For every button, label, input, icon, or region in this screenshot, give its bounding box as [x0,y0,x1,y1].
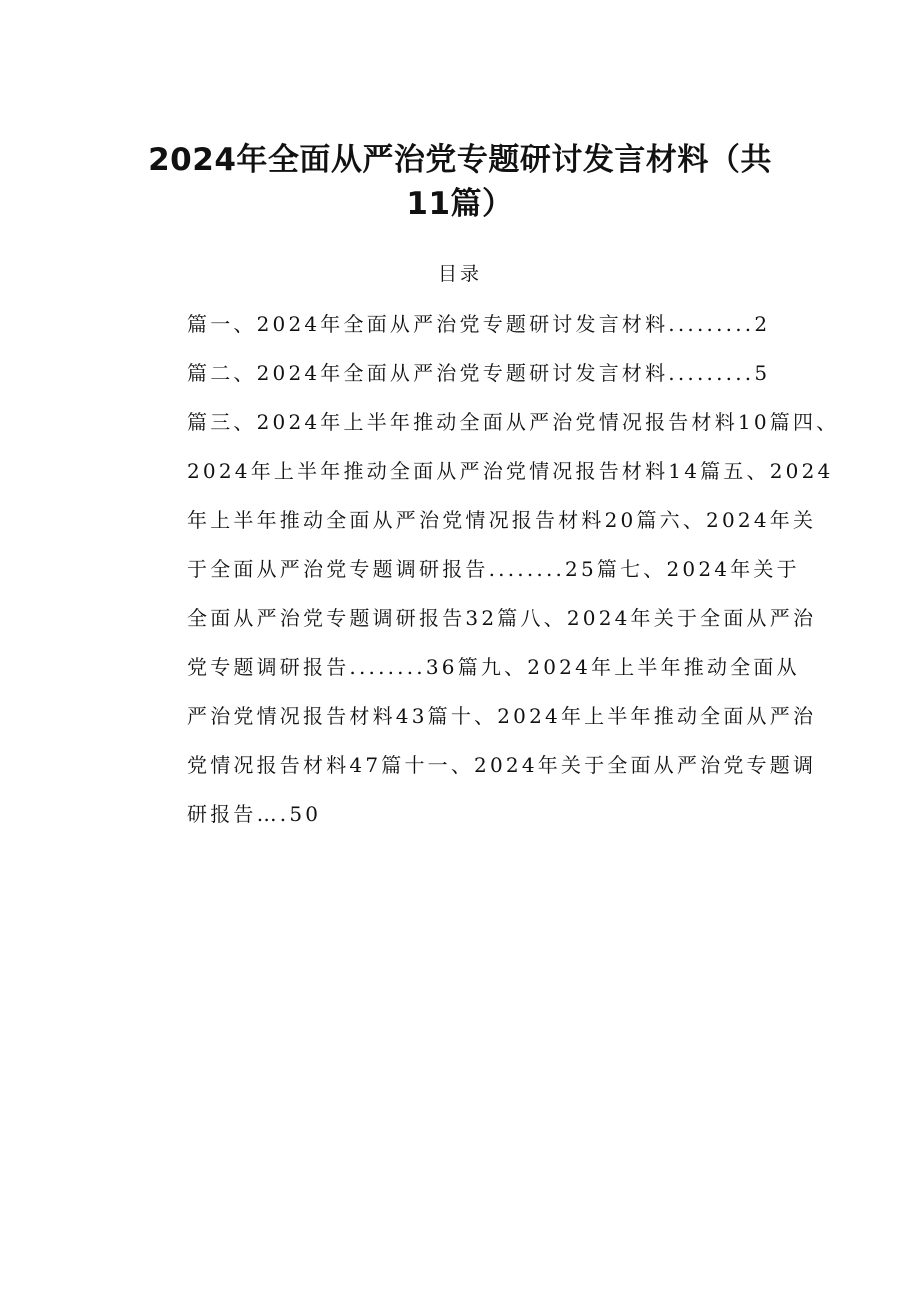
toc-line: 篇二、2024年全面从严治党专题研讨发言材料.........5 [187,361,771,385]
toc-heading: 目录 [437,263,482,285]
title-line-1: 2024年全面从严治党专题研讨发言材料（共 [148,142,772,178]
toc-line: 研报告….50 [187,802,322,826]
toc-line: 年上半年推动全面从严治党情况报告材料20篇六、2024年关 [187,508,817,532]
toc-line: 2024年上半年推动全面从严治党情况报告材料14篇五、2024 [187,459,834,483]
title-line-2: 11篇） [406,186,514,222]
toc-line: 篇一、2024年全面从严治党专题研讨发言材料.........2 [187,312,771,336]
table-of-contents [187,308,840,847]
toc-line: 于全面从严治党专题调研报告........25篇七、2024年关于 [187,557,800,581]
toc-line: 全面从严治党专题调研报告32篇八、2024年关于全面从严治 [187,606,817,630]
document-title [140,138,780,226]
toc-line: 严治党情况报告材料43篇十、2024年上半年推动全面从严治 [187,704,817,728]
toc-line: 党情况报告材料47篇十一、2024年关于全面从严治党专题调 [187,753,817,777]
toc-line: 党专题调研报告........36篇九、2024年上半年推动全面从 [187,655,800,679]
toc-line: 篇三、2024年上半年推动全面从严治党情况报告材料10篇四、 [187,410,840,434]
